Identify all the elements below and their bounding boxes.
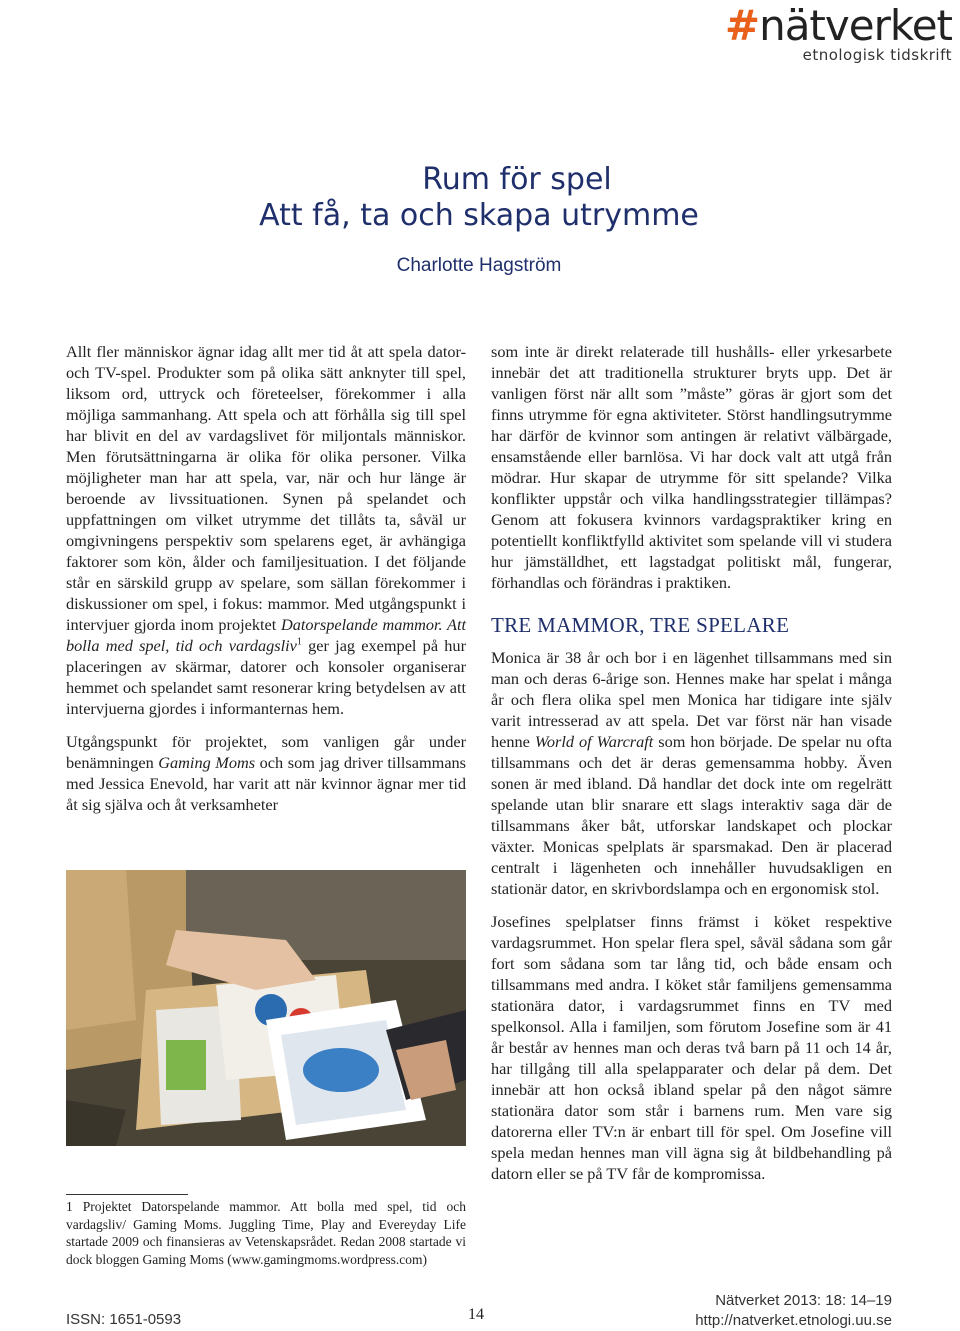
author-name: Charlotte Hagström — [396, 255, 562, 276]
article-subtitle: Att få, ta och skapa utrymme — [259, 198, 699, 233]
footnote-ref: 1 — [296, 636, 302, 648]
article-title: Rum för spel — [422, 162, 612, 197]
journal-url[interactable]: http://natverket.etnologi.uu.se — [695, 1312, 892, 1329]
logo-subtitle: etnologisk tidskrift — [802, 46, 952, 64]
journal-logo — [722, 2, 952, 66]
italic-term: Gaming Moms — [158, 753, 256, 772]
paragraph-text: Monica är 38 år och bor i en lägenhet tillsammans med sin man och deras 6-årige son. Hennes make har spelat i många år och flera olika spel men Monica har tidigare inte själv varit intresserad av att spela. Det var först när han visade henne — [491, 648, 892, 751]
paragraph-text: och som jag driver tillsammans med Jessica Enevold, har varit att när kvinnor ägnar mer tid åt sig själva och åt verksamheter — [66, 753, 467, 814]
logo-hash: # — [724, 1, 760, 50]
page-number: 14 — [468, 1306, 484, 1323]
left-column — [66, 341, 466, 815]
paragraph-text: Allt fler människor ägnar idag allt mer tid åt att spela dator- och TV-spel. Produkter som på olika sätt anknyter till spel, liksom ord, uttryck och företeelser, förekommer i alla möjliga sammanhang. Att spela och att förhålla sig till spel har blivit en del av vardagslivet för miljontals människor. Men förutsättningarna är olika för olika personer. Vilka möjligheter man har att spela, var, när och hur länge är beroende av livssituationen. Synen på spelandet och uppfattningen om vilket utrymme det tillåts ta, såväl ur omgivningens perspektiv som spelarens eget, är avhängiga faktorer som kön, ålder och familjesituation. I det följande står en särskild grupp av spelare, som sällan förekommer i diskussioner om spel, i fokus: mammor. Med utgångspunkt i intervjuer gjorda inom projektet — [66, 342, 466, 634]
section-heading: TRE MAMMOR, TRE SPELARE — [491, 613, 790, 637]
logo-wordmark — [722, 2, 952, 50]
paragraph — [66, 341, 466, 719]
journal-info — [695, 1291, 892, 1331]
paragraph-text: som hon började. De spelar nu ofta tillsammans och det är deras gemensamma hobby. Även sonen är med ibland. Då handlar det dock inte om regelrätt spelande utan blir snarare ett slags interaktiv saga där de tillsammans åker båt, utforskar landskapet och plockar växter. Monicas spelplats är sparsmakad. Den är placerad centralt i lägenheten och innehåller huvudsakligen en stationär dator, en skrivbordslampa och en ergonomisk stol. — [491, 732, 892, 898]
paragraph: som inte är direkt relaterade till hushålls- eller yrkesarbete innebär det att traditionella strukturer bryts upp. Det är vanligen först när allt som ”måste” göras är gjort som det finns utrymme för egna aktiviteter. Störst handlingsutrymme har därför de kvinnor som antingen är relativt välbärgade, ensamstående eller barnlösa. Vi har dock valt att utgå från mödrar. Hur skapar de utrymme för sitt spelande? Vilka konflikter uppstår och vilka handlingsstrategier tillämpas? Genom att fokusera kvinnors vardagspraktiker kring en potentiellt konfliktfylld aktivitet som spelande vill vi studera hur jämställdhet, ett lagstadgat politiskt mål, fungerar, förhandlas och förändras i praktiken. — [491, 342, 892, 592]
project-title: Datorspelande mammor. Att bolla med spel, tid och vardagsliv — [66, 615, 466, 655]
footnote: 1 Projektet Datorspelande mammor. Att bolla med spel, tid och vardagsliv/ Gaming Moms. Juggling Time, Play and Evereyday Life startade 2009 och finansieras av Vetenskapsrådet. Redan 2008 startade vi dock bloggen Gaming Moms (www.gamingmoms.wordpress.com) — [66, 1199, 466, 1267]
right-column — [491, 341, 892, 1184]
italic-term: World of Warcraft — [534, 732, 654, 751]
footnote-rule — [66, 1194, 188, 1195]
logo-word: nätverket — [759, 1, 952, 50]
issn: ISSN: 1651-0593 — [66, 1311, 182, 1328]
paragraph — [66, 731, 466, 815]
paragraph — [491, 647, 892, 899]
journal-citation: Nätverket 2013: 18: 14–19 — [715, 1292, 892, 1309]
paragraph-text: Utgångspunkt för projektet, som vanligen går under benämningen — [66, 732, 466, 772]
paragraph-text: ger jag exempel på hur placeringen av skärmar, datorer och konsoler organiserar hemmet och spelandet samt resonerar kring betydelsen av att intervjuerna gjordes i informanternas hem. — [66, 636, 466, 718]
paragraph: Josefines spelplatser finns främst i köket respektive vardagsrummet. Hon spelar flera spel, såväl sådana som går fort som sådana som tar lång tid, och både ensam och tillsammans med andra. I köket står familjens gemensamma stationära dator, i vardagsrummet finns en TV med spelkonsol. Alla i familjen, som förutom Josefine som är 41 år består av hennes man och deras två barn på 11 och 14 år, har tillgång till alla spelapparater och delar på dem. Det innebär att hon också ibland spelar på den något sämre stationära dator som står i barnens rum. Men vare sig datorerna eller TV:n är enbart till för spel. Om Josefine vill spela medan hennes man vill ägna sig åt bildbehandling på datorn eller se på TV får de kompromissa. — [491, 912, 892, 1183]
photo-game-boxes — [66, 870, 466, 1146]
